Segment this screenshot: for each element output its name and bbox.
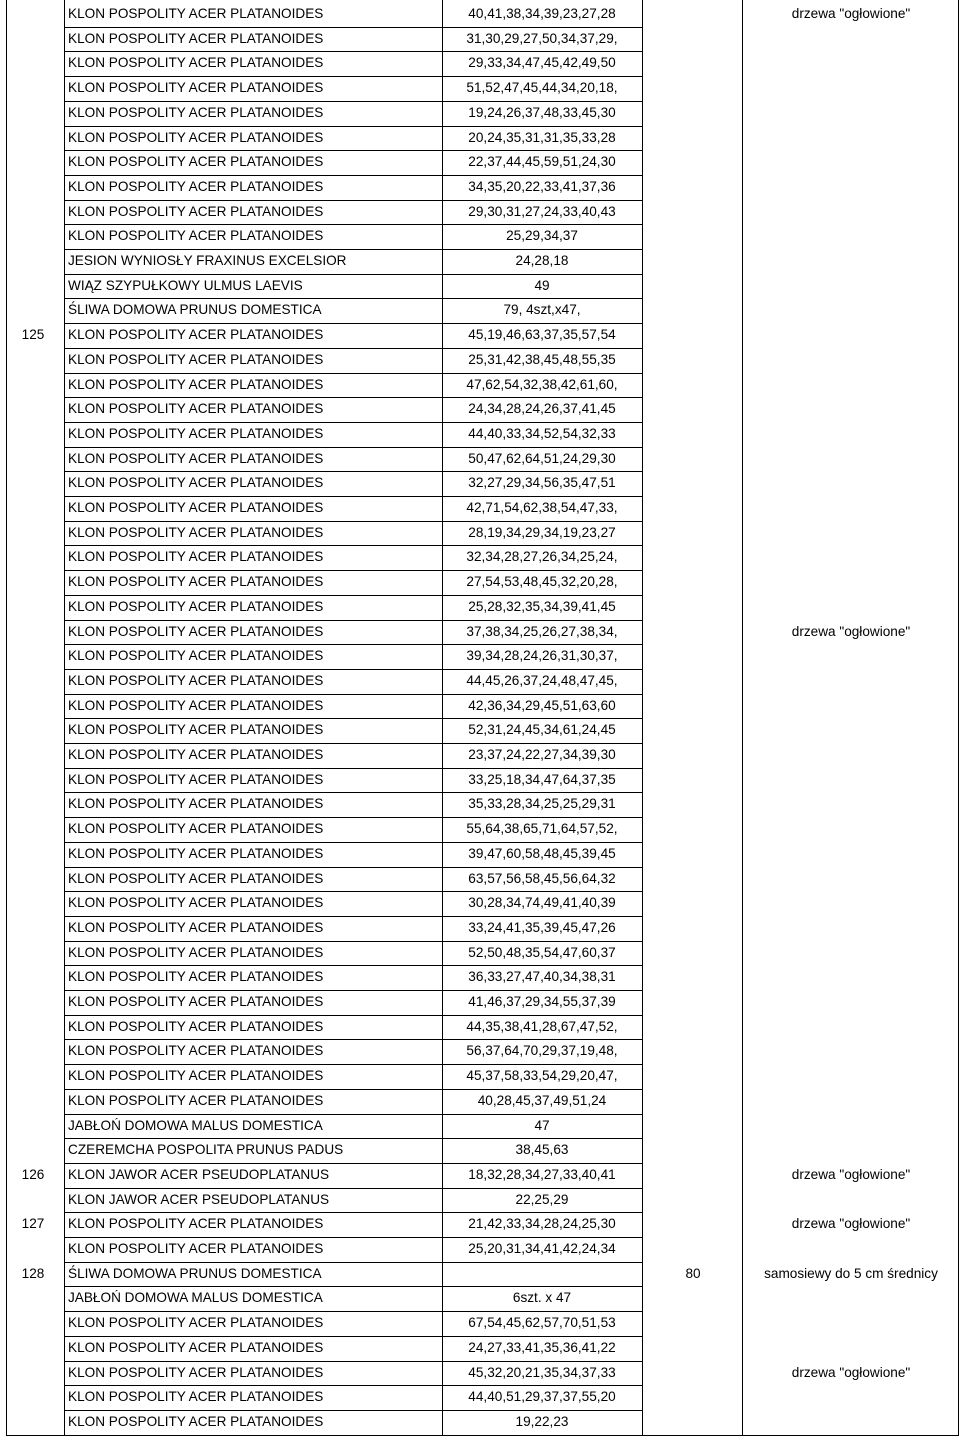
trunk-circumferences: 40,28,45,37,49,51,24 — [477, 1092, 607, 1108]
species-name: KLON POSPOLITY ACER PLATANOIDES — [68, 1216, 324, 1232]
species-name: KLON POSPOLITY ACER PLATANOIDES — [68, 574, 324, 590]
species-name: KLON POSPOLITY ACER PLATANOIDES — [68, 6, 324, 21]
species-name: KLON POSPOLITY ACER PLATANOIDES — [68, 1241, 324, 1256]
trunk-circumferences: 22,25,29 — [515, 1191, 569, 1207]
trunk-circumferences: 50,47,62,64,51,24,29,30 — [468, 450, 616, 466]
species-name: KLON POSPOLITY ACER PLATANOIDES — [68, 1389, 324, 1405]
trunk-circumferences: 25,28,32,35,34,39,41,45 — [468, 598, 616, 614]
trunk-circumferences: 27,54,53,48,45,32,20,28, — [466, 574, 618, 590]
trunk-circumferences: 56,37,64,70,29,37,19,48, — [466, 1043, 618, 1059]
species-name: KLON POSPOLITY ACER PLATANOIDES — [68, 1068, 324, 1084]
species-name: KLON POSPOLITY ACER PLATANOIDES — [68, 845, 324, 861]
species-name: KLON POSPOLITY ACER PLATANOIDES — [68, 154, 324, 170]
species-name: KLON POSPOLITY ACER PLATANOIDES — [68, 895, 324, 911]
trunk-circumferences: 23,37,24,22,27,34,39,30 — [468, 747, 616, 762]
table-row — [0, 1163, 960, 1188]
trunk-circumferences: 28,19,34,29,34,19,23,27 — [468, 524, 616, 540]
species-name: KLON POSPOLITY ACER PLATANOIDES — [68, 203, 324, 219]
species-name: KLON POSPOLITY ACER PLATANOIDES — [68, 80, 324, 96]
table-row — [0, 27, 960, 52]
table-row — [0, 1410, 960, 1435]
table-row — [0, 1286, 960, 1311]
species-name: KLON POSPOLITY ACER PLATANOIDES — [68, 598, 324, 614]
table-bottom-border — [6, 1435, 959, 1436]
table-row — [0, 1188, 960, 1213]
trunk-circumferences: 29,33,34,47,45,42,49,50 — [468, 55, 616, 71]
species-name: KLON POSPOLITY ACER PLATANOIDES — [68, 1339, 324, 1355]
table-row — [0, 718, 960, 743]
table-row — [0, 496, 960, 521]
trunk-circumferences: 33,25,18,34,47,64,37,35 — [468, 771, 616, 787]
table-row — [0, 743, 960, 768]
species-name: KLON POSPOLITY ACER PLATANOIDES — [68, 500, 324, 515]
trunk-circumferences: 35,33,28,34,25,25,29,31 — [468, 796, 616, 812]
trunk-circumferences: 79, 4szt,x47, — [503, 302, 581, 318]
table-row — [0, 471, 960, 496]
table-row — [0, 1336, 960, 1361]
table-row — [0, 669, 960, 694]
species-name: WIĄZ SZYPUŁKOWY ULMUS LAEVIS — [68, 277, 303, 293]
notes: drzewa "ogłowione" — [791, 1364, 911, 1380]
table-row — [0, 620, 960, 645]
species-name: KLON POSPOLITY ACER PLATANOIDES — [68, 697, 324, 713]
species-name: KLON POSPOLITY ACER PLATANOIDES — [68, 919, 324, 935]
species-name: KLON POSPOLITY ACER PLATANOIDES — [68, 1092, 324, 1108]
trunk-circumferences: 55,64,38,65,71,64,57,52, — [466, 821, 618, 837]
trunk-circumferences: 25,29,34,37 — [506, 228, 578, 244]
trunk-circumferences: 37,38,34,25,26,27,38,34, — [466, 623, 618, 639]
species-name: JESION WYNIOSŁY FRAXINUS EXCELSIOR — [68, 253, 347, 268]
trunk-circumferences: 52,31,24,45,34,61,24,45 — [468, 722, 616, 738]
table-row — [0, 126, 960, 151]
table-row — [0, 817, 960, 842]
trunk-circumferences: 42,71,54,62,38,54,47,33, — [466, 500, 618, 515]
species-name: KLON POSPOLITY ACER PLATANOIDES — [68, 796, 324, 812]
trunk-circumferences: 32,27,29,34,56,35,47,51 — [468, 475, 616, 491]
table-row — [0, 447, 960, 472]
species-name: KLON POSPOLITY ACER PLATANOIDES — [68, 178, 324, 194]
species-name: ŚLIWA DOMOWA PRUNUS DOMESTICA — [68, 1265, 322, 1281]
species-name: KLON POSPOLITY ACER PLATANOIDES — [68, 450, 324, 466]
trunk-circumferences: 36,33,27,47,40,34,38,31 — [468, 969, 616, 985]
trunk-circumferences: 24,28,18 — [515, 253, 569, 268]
table-row — [0, 1212, 960, 1237]
species-name: KLON POSPOLITY ACER PLATANOIDES — [68, 351, 324, 367]
species-name: JABŁOŃ DOMOWA MALUS DOMESTICA — [68, 1117, 323, 1133]
species-name: KLON POSPOLITY ACER PLATANOIDES — [68, 524, 324, 540]
trunk-circumferences: 30,28,34,74,49,41,40,39 — [468, 895, 616, 911]
species-name: KLON JAWOR ACER PSEUDOPLATANUS — [68, 1166, 330, 1182]
table-row — [0, 200, 960, 225]
species-name: KLON POSPOLITY ACER PLATANOIDES — [68, 944, 324, 960]
species-name: KLON POSPOLITY ACER PLATANOIDES — [68, 55, 324, 71]
table-row — [0, 521, 960, 546]
table-row — [0, 768, 960, 793]
table-row — [0, 274, 960, 299]
species-name: KLON POSPOLITY ACER PLATANOIDES — [68, 1413, 324, 1429]
species-name: KLON POSPOLITY ACER PLATANOIDES — [68, 969, 324, 985]
trunk-circumferences: 44,45,26,37,24,48,47,45, — [466, 672, 618, 688]
trunk-circumferences: 45,32,20,21,35,34,37,33 — [468, 1364, 616, 1380]
species-name: ŚLIWA DOMOWA PRUNUS DOMESTICA — [68, 302, 322, 318]
trunk-circumferences: 31,30,29,27,50,34,37,29, — [466, 30, 618, 46]
species-name: KLON POSPOLITY ACER PLATANOIDES — [68, 722, 324, 738]
species-name: KLON POSPOLITY ACER PLATANOIDES — [68, 623, 324, 639]
trunk-circumferences: 52,50,48,35,54,47,60,37 — [468, 944, 616, 960]
table-row — [0, 249, 960, 274]
trunk-circumferences: 45,19,46,63,37,35,57,54 — [468, 327, 616, 343]
species-name: KLON POSPOLITY ACER PLATANOIDES — [68, 228, 324, 244]
table-row — [0, 76, 960, 101]
notes: drzewa "ogłowione" — [791, 1216, 911, 1232]
table-row — [0, 224, 960, 249]
table-row — [0, 422, 960, 447]
table-row — [0, 1015, 960, 1040]
trunk-circumferences: 44,35,38,41,28,67,47,52, — [466, 1018, 618, 1034]
table-row — [0, 891, 960, 916]
species-name: KLON POSPOLITY ACER PLATANOIDES — [68, 821, 324, 837]
table-row — [0, 1361, 960, 1386]
species-name: KLON POSPOLITY ACER PLATANOIDES — [68, 376, 324, 392]
trunk-circumferences: 38,45,63 — [515, 1142, 569, 1158]
trunk-circumferences: 25,31,42,38,45,48,55,35 — [468, 351, 616, 367]
trunk-circumferences: 44,40,33,34,52,54,32,33 — [468, 425, 616, 441]
trunk-circumferences: 21,42,33,34,28,24,25,30 — [468, 1216, 616, 1232]
notes: drzewa "ogłowione" — [791, 623, 911, 639]
species-name: KLON POSPOLITY ACER PLATANOIDES — [68, 1018, 324, 1034]
species-name: KLON POSPOLITY ACER PLATANOIDES — [68, 475, 324, 491]
trunk-circumferences: 45,37,58,33,54,29,20,47, — [466, 1068, 618, 1084]
table-row — [0, 1114, 960, 1139]
table-row — [0, 1089, 960, 1114]
trunk-circumferences: 24,27,33,41,35,36,41,22 — [468, 1339, 616, 1355]
species-name: KLON JAWOR ACER PSEUDOPLATANUS — [68, 1191, 330, 1207]
trunk-circumferences: 49 — [534, 277, 550, 293]
trunk-circumferences: 32,34,28,27,26,34,25,24, — [466, 549, 618, 565]
notes: drzewa "ogłowione" — [791, 6, 911, 21]
trunk-circumferences: 29,30,31,27,24,33,40,43 — [468, 203, 616, 219]
tree-number: 125 — [21, 327, 45, 343]
species-name: KLON POSPOLITY ACER PLATANOIDES — [68, 747, 324, 762]
trunk-circumferences: 39,47,60,58,48,45,39,45 — [468, 845, 616, 861]
table-row — [0, 842, 960, 867]
trunk-circumferences: 40,41,38,34,39,23,27,28 — [468, 6, 616, 21]
trunk-circumferences: 39,34,28,24,26,31,30,37, — [466, 648, 618, 664]
table-row — [0, 694, 960, 719]
table-row — [0, 1385, 960, 1410]
table-row — [0, 941, 960, 966]
table-row — [0, 545, 960, 570]
table-row — [0, 916, 960, 941]
trunk-circumferences: 63,57,56,58,45,56,64,32 — [468, 870, 616, 886]
table-row — [0, 644, 960, 669]
table-row — [0, 397, 960, 422]
table-row — [0, 595, 960, 620]
species-name: KLON POSPOLITY ACER PLATANOIDES — [68, 549, 324, 565]
trunk-circumferences: 51,52,47,45,44,34,20,18, — [466, 80, 618, 96]
species-name: KLON POSPOLITY ACER PLATANOIDES — [68, 327, 324, 343]
species-name: KLON POSPOLITY ACER PLATANOIDES — [68, 1043, 324, 1059]
table-row — [0, 51, 960, 76]
trunk-circumferences: 20,24,35,31,31,35,33,28 — [468, 129, 616, 145]
table-row — [0, 1237, 960, 1262]
trunk-circumferences: 19,24,26,37,48,33,45,30 — [468, 104, 616, 120]
trunk-circumferences: 22,37,44,45,59,51,24,30 — [468, 154, 616, 170]
trunk-circumferences: 18,32,28,34,27,33,40,41 — [468, 1166, 616, 1182]
trunk-circumferences: 41,46,37,29,34,55,37,39 — [468, 994, 616, 1009]
trunk-circumferences: 19,22,23 — [515, 1413, 569, 1429]
species-name: KLON POSPOLITY ACER PLATANOIDES — [68, 994, 324, 1009]
trunk-circumferences: 33,24,41,35,39,45,47,26 — [468, 919, 616, 935]
table-row — [0, 570, 960, 595]
species-name: KLON POSPOLITY ACER PLATANOIDES — [68, 771, 324, 787]
trunk-circumferences: 6szt. x 47 — [512, 1290, 572, 1306]
table-row — [0, 101, 960, 126]
species-name: KLON POSPOLITY ACER PLATANOIDES — [68, 1364, 324, 1380]
species-name: KLON POSPOLITY ACER PLATANOIDES — [68, 870, 324, 886]
table-row — [0, 348, 960, 373]
trunk-circumferences: 47,62,54,32,38,42,61,60, — [466, 376, 618, 392]
species-name: CZEREMCHA POSPOLITA PRUNUS PADUS — [68, 1142, 344, 1158]
species-name: KLON POSPOLITY ACER PLATANOIDES — [68, 672, 324, 688]
trunk-circumferences: 34,35,20,22,33,41,37,36 — [468, 178, 616, 194]
species-name: KLON POSPOLITY ACER PLATANOIDES — [68, 30, 324, 46]
species-name: KLON POSPOLITY ACER PLATANOIDES — [68, 425, 324, 441]
table-row — [0, 150, 960, 175]
tree-number: 128 — [21, 1265, 45, 1281]
table-row — [0, 373, 960, 398]
trunk-circumferences: 47 — [534, 1117, 550, 1133]
species-name: KLON POSPOLITY ACER PLATANOIDES — [68, 648, 324, 664]
table-row — [0, 990, 960, 1015]
table-row — [0, 1262, 960, 1287]
notes: drzewa "ogłowione" — [791, 1166, 911, 1182]
species-name: KLON POSPOLITY ACER PLATANOIDES — [68, 129, 324, 145]
species-name: KLON POSPOLITY ACER PLATANOIDES — [68, 401, 324, 417]
table-row — [0, 2, 960, 27]
table-row — [0, 1039, 960, 1064]
table-row — [0, 965, 960, 990]
table-row — [0, 323, 960, 348]
species-name: KLON POSPOLITY ACER PLATANOIDES — [68, 1315, 324, 1331]
species-name: KLON POSPOLITY ACER PLATANOIDES — [68, 104, 324, 120]
table-row — [0, 1064, 960, 1089]
table-row — [0, 298, 960, 323]
trunk-circumferences: 24,34,28,24,26,37,41,45 — [468, 401, 616, 417]
table-row — [0, 1138, 960, 1163]
trunk-circumferences: 67,54,45,62,57,70,51,53 — [468, 1315, 616, 1331]
table-row — [0, 175, 960, 200]
trunk-circumferences: 42,36,34,29,45,51,63,60 — [468, 697, 616, 713]
table-row — [0, 867, 960, 892]
tree-count: 80 — [685, 1265, 701, 1281]
table-row — [0, 792, 960, 817]
trunk-circumferences: 44,40,51,29,37,37,55,20 — [468, 1389, 616, 1405]
species-name: JABŁOŃ DOMOWA MALUS DOMESTICA — [68, 1290, 323, 1306]
tree-number: 126 — [21, 1166, 45, 1182]
notes: samosiewy do 5 cm średnicy — [764, 1265, 938, 1281]
table-row — [0, 1311, 960, 1336]
tree-number: 127 — [21, 1216, 45, 1232]
trunk-circumferences: 25,20,31,34,41,42,24,34 — [468, 1241, 616, 1256]
